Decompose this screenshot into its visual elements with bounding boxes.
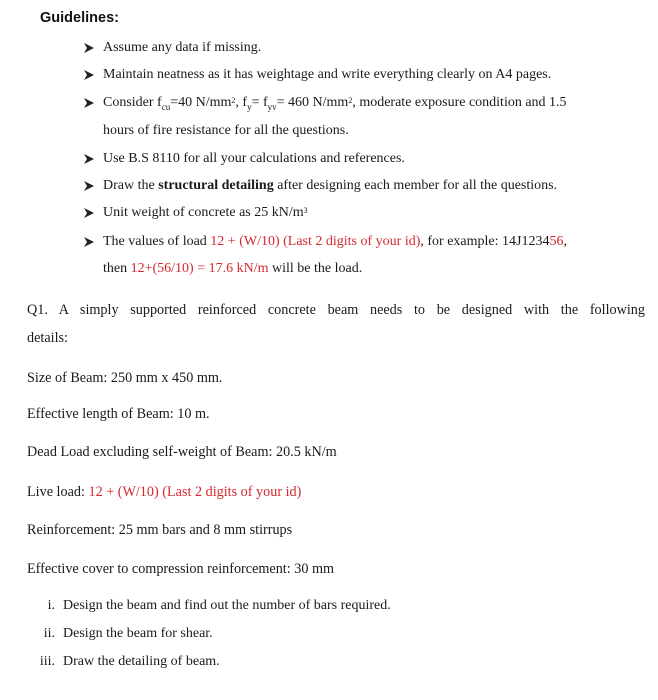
question-intro: Q1. A simply supported reinforced concrete beam needs to be designed with the following	[27, 302, 645, 318]
guideline-text: Consider $f_{cu}=40$ $N/mm^2$, $f_y= f_{yv}= 460$ $N/mm^2$, moderate exposure condition and 1.5	[103, 95, 567, 112]
beam-size: Size of Beam: 250 mm x 450 mm.	[27, 370, 223, 386]
task-item: iii. Draw the detailing of beam.	[39, 654, 220, 669]
arrow-bullet-icon	[83, 153, 95, 165]
guideline-text-continued: hours of fire resistance for all the questions.	[103, 123, 349, 138]
task-item: ii. Design the beam for shear.	[43, 626, 213, 641]
arrow-bullet-icon	[83, 42, 95, 54]
guidelines-heading: Guidelines:	[40, 10, 119, 26]
question-intro-continued: details:	[27, 330, 68, 346]
bold-text: structural detailing	[158, 178, 274, 193]
arrow-bullet-icon	[83, 97, 95, 109]
guideline-text-continued: then 12+(56/10) = 17.6 kN/m will be the load.	[103, 261, 363, 276]
reinforcement: Reinforcement: 25 mm bars and 8 mm stirrups	[27, 522, 293, 538]
effective-cover: Effective cover to compression reinforcement: 30 mm	[27, 561, 335, 577]
arrow-bullet-icon	[83, 207, 95, 219]
guideline-text: The values of load 12 + (W/10) (Last 2 digits of your id), for example: 14J123456,	[103, 234, 567, 249]
arrow-bullet-icon	[83, 180, 95, 192]
guideline-text: Draw the structural detailing after designing each member for all the questions.	[103, 178, 558, 193]
guideline-text: Unit weight of concrete as 25 $kN/m^3$	[103, 205, 308, 220]
guideline-text: Use B.S 8110 for all your calculations and references.	[103, 151, 405, 166]
task-item: i. Design the beam and find out the number of bars required.	[47, 598, 391, 613]
effective-length: Effective length of Beam: 10 m.	[27, 406, 210, 422]
arrow-bullet-icon	[83, 236, 95, 248]
dead-load: Dead Load excluding self-weight of Beam: 20.5 kN/m	[27, 444, 337, 460]
guideline-text: Maintain neatness as it has weightage and write everything clearly on A4 pages.	[103, 67, 552, 82]
guideline-text: Assume any data if missing.	[103, 40, 262, 55]
arrow-bullet-icon	[83, 69, 95, 81]
live-load: Live load: 12 + (W/10) (Last 2 digits of your id)	[27, 484, 302, 500]
